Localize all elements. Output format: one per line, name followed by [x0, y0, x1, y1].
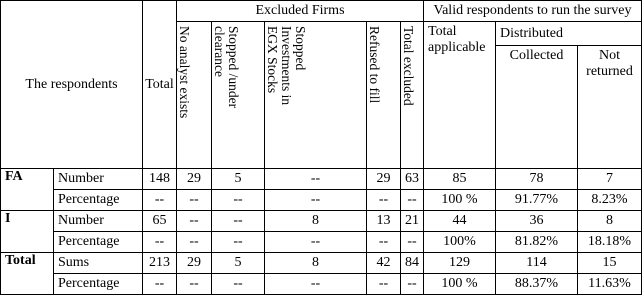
table-cell: -- — [401, 190, 424, 211]
table-cell: -- — [177, 274, 212, 295]
table-cell: -- — [265, 190, 367, 211]
table-cell: -- — [177, 232, 212, 253]
metric-label: Percentage — [54, 190, 143, 211]
metric-label: Number — [54, 169, 143, 190]
group-label: FA — [1, 169, 54, 190]
stopped-investments-header: Stopped Investments in EGX Stocks — [265, 22, 367, 169]
table-cell: 91.77% — [496, 190, 578, 211]
excluded-firms-header: Excluded Firms — [177, 1, 424, 22]
table-cell: -- — [265, 169, 367, 190]
metric-label: Percentage — [54, 232, 143, 253]
group-label-empty — [1, 232, 54, 253]
group-label: I — [1, 211, 54, 232]
table-cell: 63 — [401, 169, 424, 190]
table-cell: 81.82% — [496, 232, 578, 253]
table-cell: -- — [143, 232, 177, 253]
respondents-header: The respondents — [1, 1, 143, 169]
total-applicable-header: Total applicable — [424, 22, 496, 169]
table-cell: 29 — [177, 169, 212, 190]
total-excluded-header: Total excluded — [401, 22, 424, 169]
table-cell: -- — [367, 232, 401, 253]
table-cell: 100 % — [424, 274, 496, 295]
table-cell: -- — [367, 274, 401, 295]
table-cell: 42 — [367, 253, 401, 274]
table-cell: 44 — [424, 211, 496, 232]
metric-label: Number — [54, 211, 143, 232]
table-cell: -- — [177, 190, 212, 211]
table-row — [1, 253, 642, 274]
table-cell: 84 — [401, 253, 424, 274]
table-cell: 7 — [578, 169, 642, 190]
table-cell: 100 % — [424, 190, 496, 211]
table-cell: 15 — [578, 253, 642, 274]
table-row — [1, 274, 642, 295]
table-cell: -- — [367, 190, 401, 211]
table-cell: 18.18% — [578, 232, 642, 253]
refused-to-fill-header: Refused to fill — [367, 22, 401, 169]
table-cell: 8 — [265, 211, 367, 232]
table-cell: 29 — [177, 253, 212, 274]
table-cell: 8 — [265, 253, 367, 274]
table-header — [1, 1, 642, 169]
group-label: Total — [1, 253, 54, 274]
table-cell: 5 — [212, 169, 265, 190]
table-cell: 100% — [424, 232, 496, 253]
valid-respondents-header: Valid respondents to run the survey — [424, 1, 642, 22]
stopped-clearance-header: Stopped /under clearance — [212, 22, 265, 169]
table-row — [1, 211, 642, 232]
table-cell: 85 — [424, 169, 496, 190]
table-row — [1, 190, 642, 211]
table-cell: 8.23% — [578, 190, 642, 211]
table-body — [1, 169, 642, 295]
table-cell: -- — [212, 190, 265, 211]
table-cell: 5 — [212, 253, 265, 274]
table-cell: 13 — [367, 211, 401, 232]
no-analyst-header: No analyst exists — [177, 22, 212, 169]
table-cell: -- — [401, 274, 424, 295]
total-header: Total — [143, 1, 177, 169]
table-cell: 88.37% — [496, 274, 578, 295]
not-returned-header: Not returned — [578, 46, 642, 169]
table-cell: -- — [143, 274, 177, 295]
table-cell: 148 — [143, 169, 177, 190]
group-label-empty — [1, 190, 54, 211]
table-cell: -- — [177, 211, 212, 232]
table-cell: 65 — [143, 211, 177, 232]
distributed-header: Distributed — [496, 22, 642, 46]
group-label-empty — [1, 274, 54, 295]
table-cell: -- — [212, 211, 265, 232]
table-cell: -- — [212, 274, 265, 295]
table-cell: -- — [212, 232, 265, 253]
table-cell: 21 — [401, 211, 424, 232]
table-cell: -- — [401, 232, 424, 253]
table-cell: 29 — [367, 169, 401, 190]
table-cell: -- — [143, 190, 177, 211]
table-row — [1, 232, 642, 253]
table-row — [1, 169, 642, 190]
metric-label: Sums — [54, 253, 143, 274]
table-cell: 8 — [578, 211, 642, 232]
collected-header: Collected — [496, 46, 578, 169]
table-cell: 213 — [143, 253, 177, 274]
metric-label: Percentage — [54, 274, 143, 295]
table-cell: -- — [265, 232, 367, 253]
table-cell: 36 — [496, 211, 578, 232]
table-cell: 11.63% — [578, 274, 642, 295]
table-cell: -- — [265, 274, 367, 295]
table-cell: 78 — [496, 169, 578, 190]
table-cell: 129 — [424, 253, 496, 274]
table-cell: 114 — [496, 253, 578, 274]
